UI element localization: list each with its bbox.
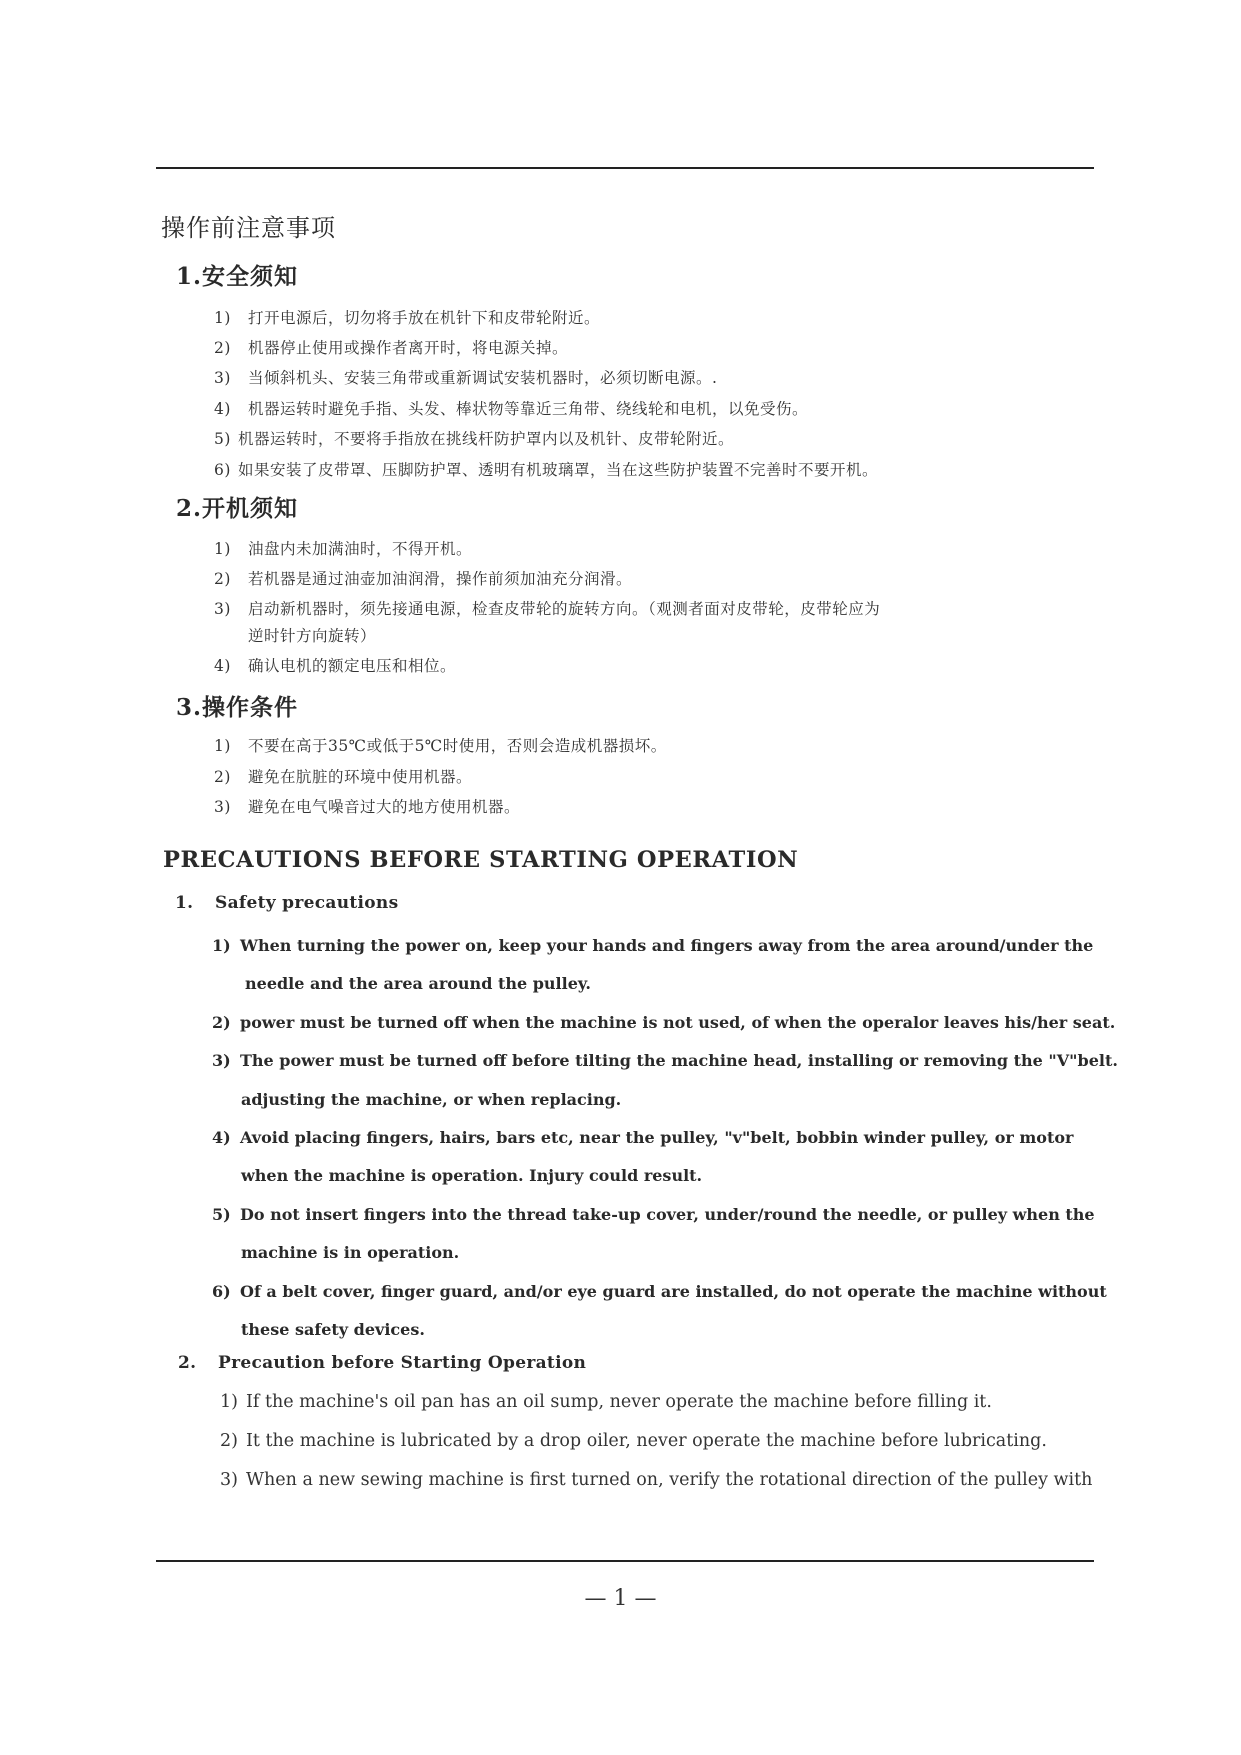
cn-safety-item-3: 3) 当倾斜机头、安装三角带或重新调试安装机器时，必须切断电源。. [214, 369, 718, 387]
en-starting-item-3: 3) When a new sewing machine is first turned on, verify the rotational direction of the pulley with [220, 1470, 1093, 1490]
en-safety-item-2: 2) power must be turned off when the machine is not used, of when the operalor leaves his/her seat. [212, 1013, 1116, 1032]
cn-startup-item-4: 4) 确认电机的额定电压和相位。 [214, 657, 457, 675]
cn-startup-item-1: 1) 油盘内未加满油时，不得开机。 [214, 540, 473, 558]
cn-startup-item-2: 2) 若机器是通过油壶加油润滑，操作前须加油充分润滑。 [214, 570, 633, 588]
en-safety-item-1: 1) When turning the power on, keep your hands and fingers away from the area around/under the [212, 936, 1094, 955]
cn-startup-item-3: 3) 启动新机器时，须先接通电源，检查皮带轮的旋转方向。（观测者面对皮带轮，皮带轮应为 [214, 600, 881, 618]
cn-conditions-item-3: 3) 避免在电气噪音过大的地方使用机器。 [214, 798, 521, 816]
en-page-title: PRECAUTIONS BEFORE STARTING OPERATION [163, 847, 799, 873]
en-safety-item-1-cont: needle and the area around the pulley. [245, 974, 591, 993]
en-safety-item-4: 4) Avoid placing fingers, hairs, bars etc, near the pulley, "v"belt, bobbin winder pulley, or motor [212, 1128, 1074, 1147]
en-safety-item-3-cont: adjusting the machine, or when replacing. [241, 1090, 622, 1109]
en-safety-item-5-cont: machine is in operation. [241, 1243, 460, 1262]
en-safety-item-3: 3) The power must be turned off before tilting the machine head, installing or removing the "V"belt. [212, 1051, 1118, 1070]
en-starting-item-1: 1) If the machine's oil pan has an oil sump, never operate the machine before filling it. [220, 1392, 992, 1412]
en-starting-item-2: 2) It the machine is lubricated by a drop oiler, never operate the machine before lubricating. [220, 1431, 1047, 1451]
en-safety-item-4-cont: when the machine is operation. Injury could result. [241, 1166, 703, 1185]
cn-safety-item-6: 6) 如果安装了皮带罩、压脚防护罩、透明有机玻璃罩，当在这些防护装置不完善时不要开机。 [214, 461, 879, 479]
bottom-rule [156, 1560, 1094, 1562]
cn-safety-item-1: 1) 打开电源后，切勿将手放在机针下和皮带轮附近。 [214, 309, 601, 327]
en-heading-starting: 2. Precaution before Starting Operation [178, 1353, 587, 1373]
cn-safety-item-5: 5) 机器运转时，不要将手指放在挑线杆防护罩内以及机针、皮带轮附近。 [214, 430, 735, 448]
en-safety-item-6: 6) Of a belt cover, finger guard, and/or eye guard are installed, do not operate the machine without [212, 1282, 1107, 1301]
cn-safety-item-2: 2) 机器停止使用或操作者离开时，将电源关掉。 [214, 339, 569, 357]
cn-conditions-item-2: 2) 避免在肮脏的环境中使用机器。 [214, 768, 473, 786]
cn-heading-conditions: 3.操作条件 [176, 694, 299, 721]
top-rule [156, 167, 1094, 169]
cn-heading-safety: 1.安全须知 [176, 263, 299, 290]
cn-safety-item-4: 4) 机器运转时避免手指、头发、棒状物等靠近三角带、绕线轮和电机，以免受伤。 [214, 400, 809, 418]
cn-heading-startup: 2.开机须知 [176, 495, 299, 522]
en-safety-item-6-cont: these safety devices. [241, 1320, 425, 1339]
en-heading-safety: 1. Safety precautions [175, 893, 399, 913]
page-number: — 1 — [584, 1586, 657, 1611]
en-safety-item-5: 5) Do not insert fingers into the thread take-up cover, under/round the needle, or pulley when the [212, 1205, 1095, 1224]
cn-startup-item-3-cont: 逆时针方向旋转） [248, 627, 377, 645]
cn-conditions-item-1: 1) 不要在高于35℃或低于5℃时使用，否则会造成机器损坏。 [214, 737, 667, 755]
cn-page-title: 操作前注意事项 [161, 214, 336, 242]
